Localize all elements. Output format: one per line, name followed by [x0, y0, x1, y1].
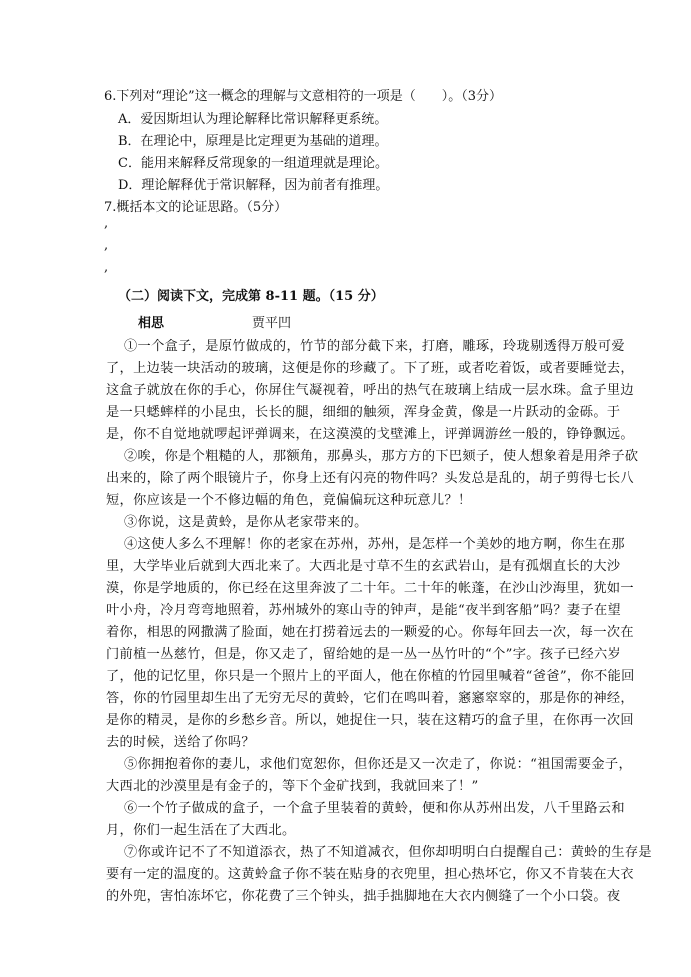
passage-line: 要有一定的温度的。这黄蛉盒子你不装在贴身的衣兜里，担心热坏它，你又不肯装在大衣 [106, 867, 634, 882]
section-heading: （二）阅读下文，完成第 8-11 题。（15 分） [118, 289, 384, 304]
passage-line: 的外兜，害怕冻坏它，你花费了三个钟头，拙手拙脚地在大衣内侧缝了一个小口袋。夜 [106, 889, 621, 904]
passage-line: 叶小舟，冷月弯弯地照着，苏州城外的寒山寺的钟声，是能“夜半到客船”吗？妻子在望 [106, 603, 622, 618]
passage-line: 大西北的沙漠里是有金子的，等下个金矿找到，我就回来了！” [106, 779, 479, 794]
passage-line: 门前植一丛慈竹，但是，你又走了，留给她的是一丛一丛竹叶的“个”字。孩子已经六岁 [106, 647, 622, 662]
question-6-option-a: A．爱因斯坦认为理论解释比常识解释更系统。 [118, 112, 388, 127]
passage-line: 了，上边装一块活动的玻璃，这便是你的珍藏了。下了班，或者吃着饭，或者要睡觉去， [106, 361, 634, 376]
passage-line: 漠，你是学地质的，你已经在这里奔波了二十年。二十年的帐蓬，在沙山沙海里，犹如一 [106, 581, 634, 596]
passage-line: 月，你们一起生活在了大西北。 [106, 823, 296, 838]
question-7-stem: 7.概括本文的论证思路。（5分） [104, 200, 288, 215]
passage-line: 是一只蟋蟀样的小昆虫，长长的腿，细细的触须，浑身金黄，像是一片跃动的金砾。于 [106, 405, 621, 420]
passage-line: 答，你的竹园里却生出了无穷无尽的黄蛉，它们在鸣叫着，窸窸窣窣的，那是你的神经， [106, 691, 634, 706]
passage-line: ⑥一个竹子做成的盒子，一个盒子里装着的黄蛉，便和你从苏州出发，八千里路云和 [124, 801, 625, 816]
article-title: 相思 [138, 316, 165, 331]
passage-line: 去的时候，送给了你吗？ [106, 735, 255, 750]
passage-line: 着你，相思的网撒满了脸面，她在打捞着远去的一颗爱的心。你每年回去一次，每一次在 [106, 625, 634, 640]
answer-blank: , [104, 216, 109, 231]
answer-blank: , [104, 260, 109, 275]
passage-line: ④这使人多么不理解！你的老家在苏州，苏州，是怎样一个美妙的地方啊，你生在那 [124, 537, 625, 552]
answer-blank: , [104, 238, 109, 253]
passage-line: 这盒子就放在你的手心，你屏住气凝视着，呼出的热气在玻璃上结成一层水珠。盒子里边 [106, 383, 634, 398]
passage-line: ③你说，这是黄蛉，是你从老家带来的。 [124, 515, 368, 530]
passage-line: 是，你不自觉地就啰起评弹调来，在这漠漠的戈壁滩上，评弹调游丝一般的，铮铮飘远。 [106, 427, 634, 442]
question-6-option-c: C．能用来解释反常现象的一组道理就是理论。 [118, 156, 388, 171]
article-author: 贾平凹 [252, 316, 292, 331]
passage-line: 短，你应该是一个不修边幅的角色，竟偏偏玩这种玩意儿？！ [106, 493, 472, 508]
passage-line: 是你的精灵，是你的乡愁乡音。所以，她捉住一只，装在这精巧的盒子里，在你再一次回 [106, 713, 634, 728]
passage-line: ⑤你拥抱着你的妻儿，求他们宽恕你，但你还是又一次走了，你说：“祖国需要金子， [124, 757, 632, 772]
passage-line: 里，大学毕业后就到大西北来了。大西北是寸草不生的玄武岩山，是有孤烟直长的大沙 [106, 559, 621, 574]
passage-line: ①一个盒子，是原竹做成的，竹节的部分截下来，打磨，雕琢，玲珑剔透得万般可爱 [124, 339, 625, 354]
question-6-option-b: B．在理论中，原理是比定理更为基础的道理。 [118, 134, 388, 149]
passage-line: ②唉，你是个粗糙的人，那额角，那鼻头，那方方的下巴颏子，使人想象着是用斧子砍 [124, 449, 639, 464]
question-6-option-d: D．理论解释优于常识解释，因为前者有推理。 [118, 178, 389, 193]
passage-line: 出来的，除了两个眼镜片子，你身上还有闪亮的物件吗？头发总是乱的，胡子剪得七长八 [106, 471, 634, 486]
passage-line: 了，他的记忆里，你只是一个照片上的平面人，他在你植的竹园里喊着“爸爸”，你不能回 [106, 669, 635, 684]
passage-line: ⑦你或许记不了不知道添衣，热了不知道减衣，但你却明明白白提醒自己：黄蛉的生存是 [124, 845, 652, 860]
question-6-stem: 6.下列对“理论”这一概念的理解与文意相符的一项是（ ）。（3分） [104, 89, 502, 104]
